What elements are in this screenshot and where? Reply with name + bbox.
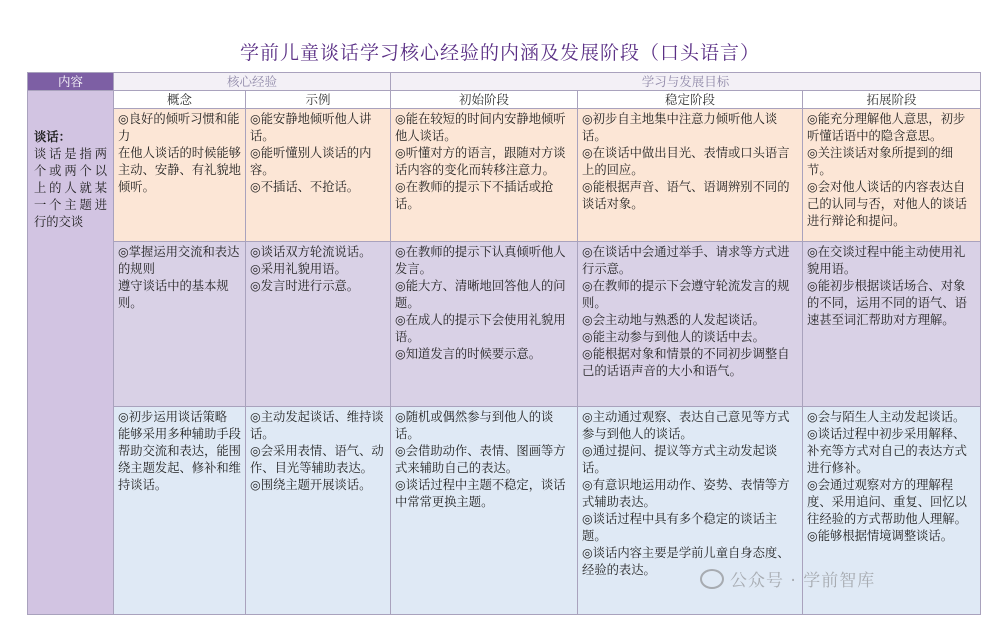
- initial-cell: [391, 407, 578, 615]
- content-heading: 谈话：: [34, 130, 71, 144]
- cell-line: 能够采用多种辅助手段帮助交流和表达，能围绕主题发起、修补和维持谈话。: [118, 427, 241, 492]
- cell-line: ◎良好的倾听习惯和能力: [118, 112, 240, 143]
- cell-line: ◎能初步根据谈话场合、对象的不同，运用不同的语气、语速甚至词汇帮助对方理解。: [807, 279, 967, 327]
- table-row: [28, 242, 981, 407]
- wechat-icon: [700, 569, 724, 589]
- cell-line: ◎谈话过程中主题不稳定，谈话中常常更换主题。: [395, 478, 566, 509]
- cell-line: ◎能安静地倾听他人讲话。: [250, 112, 372, 143]
- extended-cell: [803, 109, 981, 242]
- cell-line: ◎在交谈过程中能主动使用礼貌用语。: [807, 245, 966, 276]
- example-cell: [246, 242, 391, 407]
- cell-line: ◎会主动地与熟悉的人发起谈话。: [582, 313, 765, 327]
- cell-line: ◎会通过观察对方的理解程度、采用追问、重复、回忆以往经验的方式帮助他人理解。: [807, 478, 967, 526]
- cell-line: ◎听懂对方的语言，跟随对方谈话内容的变化而转移注意力。: [395, 146, 566, 177]
- cell-line: ◎初步运用谈话策略: [118, 410, 228, 424]
- cell-line: ◎初步自主地集中注意力倾听他人谈话。: [582, 112, 778, 143]
- cell-line: ◎关注谈话对象所提到的细节。: [807, 146, 954, 177]
- header-row-1: [28, 73, 981, 91]
- cell-line: ◎会对他人谈话的内容表达自己的认同与否，对他人的谈话进行辩论和提问。: [807, 180, 967, 228]
- cell-line: ◎能根据声音、语气、语调辨别不同的谈话对象。: [582, 180, 790, 211]
- header-learning-goals: 学习与发展目标: [391, 73, 981, 91]
- table-row: [28, 109, 981, 242]
- cell-line: ◎能够根据情境调整谈话。: [807, 529, 954, 543]
- concept-cell: [114, 407, 246, 615]
- header-initial-stage: 初始阶段: [391, 91, 578, 109]
- header-content: 内容: [28, 73, 114, 91]
- core-experience-table: [27, 72, 981, 615]
- cell-line: ◎在成人的提示下会使用礼貌用语。: [395, 313, 566, 344]
- content-cell: [28, 91, 114, 615]
- cell-line: ◎不插话、不抢话。: [250, 180, 360, 194]
- cell-line: ◎知道发言的时候要示意。: [395, 347, 542, 361]
- header-stable-stage: 稳定阶段: [578, 91, 803, 109]
- cell-line: ◎谈话过程中具有多个稳定的谈话主题。: [582, 512, 778, 543]
- cell-line: ◎围绕主题开展谈话。: [250, 478, 372, 492]
- cell-line: ◎在教师的提示下不插话或抢话。: [395, 180, 554, 211]
- concept-cell: [114, 242, 246, 407]
- extended-cell: [803, 242, 981, 407]
- cell-line: ◎能根据对象和情景的不同初步调整自己的话语声音的大小和语气。: [582, 347, 790, 378]
- cell-line: ◎主动通过观察、表达自己意见等方式参与到他人的谈话。: [582, 410, 790, 441]
- cell-line: ◎掌握运用交流和表达的规则: [118, 245, 240, 276]
- cell-line: 在他人谈话的时候能够主动、安静、有礼貌地倾听。: [118, 146, 241, 194]
- example-cell: [246, 407, 391, 615]
- cell-line: ◎能主动参与到他人的谈话中去。: [582, 330, 765, 344]
- stable-cell: [578, 109, 803, 242]
- header-row-2: [28, 91, 981, 109]
- cell-line: ◎采用礼貌用语。: [250, 262, 347, 276]
- cell-line: ◎有意识地运用动作、姿势、表情等方式辅助表达。: [582, 478, 790, 509]
- cell-line: ◎通过提问、提议等方式主动发起谈话。: [582, 444, 778, 475]
- header-concept: 概念: [114, 91, 246, 109]
- watermark: [700, 566, 875, 591]
- header-example: 示例: [246, 91, 391, 109]
- concept-cell: [114, 109, 246, 242]
- cell-line: ◎能在较短的时间内安静地倾听他人谈话。: [395, 112, 566, 143]
- cell-line: ◎会与陌生人主动发起谈话。: [807, 410, 966, 424]
- header-extended-stage: 拓展阶段: [803, 91, 981, 109]
- cell-line: ◎主动发起谈话、维持谈话。: [250, 410, 384, 441]
- cell-line: 遵守谈话中的基本规则。: [118, 279, 229, 310]
- cell-line: ◎能听懂别人谈话的内容。: [250, 146, 372, 177]
- cell-line: ◎会采用表情、语气、动作、目光等辅助表达。: [250, 444, 384, 475]
- cell-line: ◎在教师的提示下认真倾听他人发言。: [395, 245, 566, 276]
- cell-line: ◎谈话内容主要是学前儿童自身态度、经验的表达。: [582, 546, 790, 577]
- cell-line: ◎能充分理解他人意思，初步听懂话语中的隐含意思。: [807, 112, 966, 143]
- page-title: 学前儿童谈话学习核心经验的内涵及发展阶段（口头语言）: [239, 42, 760, 64]
- header-core-experience: 核心经验: [114, 73, 391, 91]
- cell-line: ◎在教师的提示下会遵守轮流发言的规则。: [582, 279, 790, 310]
- watermark-text: 公众号 · 学前智库: [730, 571, 876, 591]
- initial-cell: [391, 109, 578, 242]
- cell-line: ◎随机或偶然参与到他人的谈话。: [395, 410, 554, 441]
- cell-line: ◎谈话双方轮流说话。: [250, 245, 372, 259]
- initial-cell: [391, 242, 578, 407]
- cell-line: ◎谈话过程中初步采用解释、补充等方式对自己的表达方式进行修补。: [807, 427, 967, 475]
- cell-line: ◎会借助动作、表情、图画等方式来辅助自己的表达。: [395, 444, 566, 475]
- cell-line: ◎在谈话中做出目光、表情或口头语言上的回应。: [582, 146, 790, 177]
- cell-line: ◎在谈话中会通过举手、请求等方式进行示意。: [582, 245, 790, 276]
- content-definition: 谈话是指两个或两个以上的人就某一个主题进行的交谈: [34, 147, 107, 229]
- stable-cell: [578, 242, 803, 407]
- example-cell: [246, 109, 391, 242]
- cell-line: ◎发言时进行示意。: [250, 279, 360, 293]
- cell-line: ◎能大方、清晰地回答他人的问题。: [395, 279, 566, 310]
